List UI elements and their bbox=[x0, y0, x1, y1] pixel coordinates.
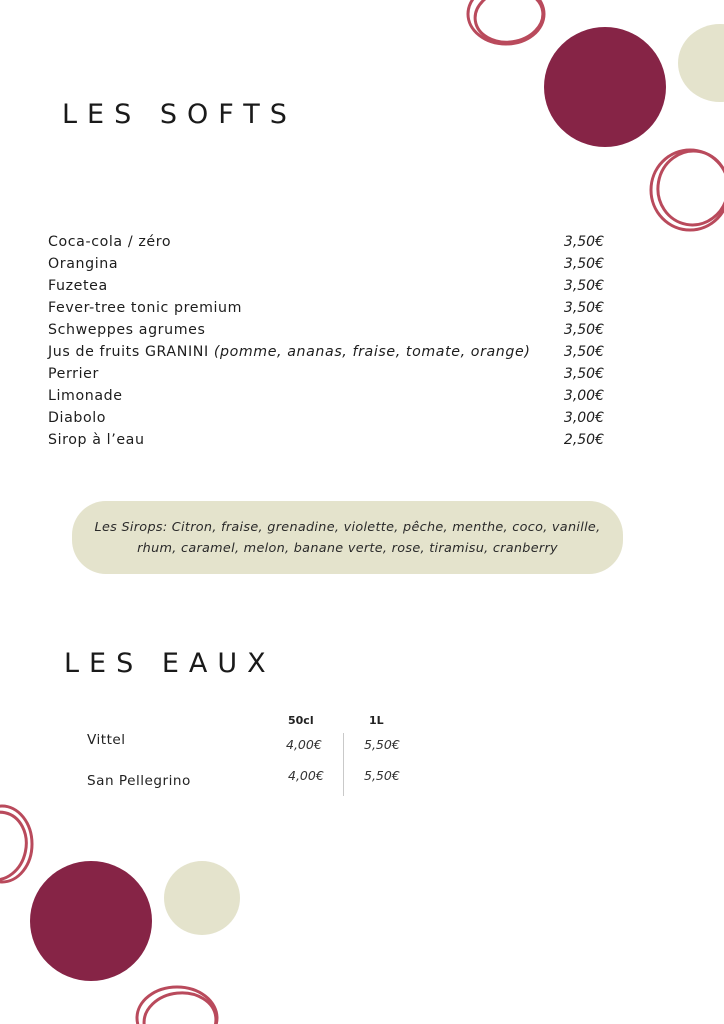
sirops-line-2: rhum, caramel, melon, banane verte, rose, tiramisu, cranberry bbox=[137, 540, 558, 556]
softs-item-name: Fuzetea bbox=[48, 278, 108, 294]
softs-item-name: Fever-tree tonic premium bbox=[48, 300, 243, 316]
softs-item-price: 3,50€ bbox=[563, 344, 604, 360]
softs-list bbox=[48, 234, 604, 454]
softs-item-price: 3,50€ bbox=[563, 300, 604, 316]
softs-item-name: Coca-cola / zéro bbox=[48, 234, 172, 250]
eaux-header-1l: 1L bbox=[369, 714, 384, 727]
softs-item-name: Jus de fruits GRANINI (pomme, ananas, fraise, tomate, orange) bbox=[48, 344, 531, 360]
softs-item-price: 3,50€ bbox=[563, 234, 604, 250]
eaux-row-price-50cl: 4,00€ bbox=[286, 737, 322, 752]
softs-item-price: 3,50€ bbox=[563, 366, 604, 382]
softs-item-price: 3,00€ bbox=[563, 388, 604, 404]
eaux-row-name: Vittel bbox=[87, 732, 126, 748]
softs-item-name: Schweppes agrumes bbox=[48, 322, 206, 338]
softs-item bbox=[48, 300, 604, 322]
sirops-note bbox=[72, 501, 623, 574]
softs-item bbox=[48, 432, 604, 454]
softs-item bbox=[48, 388, 604, 410]
softs-item bbox=[48, 278, 604, 300]
sirops-line-1: Les Sirops: Citron, fraise, grenadine, violette, pêche, menthe, coco, vanille, bbox=[94, 519, 601, 535]
softs-item-price: 3,50€ bbox=[563, 322, 604, 338]
softs-item-name: Orangina bbox=[48, 256, 119, 272]
softs-item-name: Limonade bbox=[48, 388, 123, 404]
eaux-column-divider bbox=[343, 733, 344, 796]
eaux-header-50cl: 50cl bbox=[288, 714, 314, 727]
softs-item-price: 2,50€ bbox=[563, 432, 604, 448]
eaux-row-price-50cl: 4,00€ bbox=[288, 768, 324, 783]
sirops-text bbox=[95, 517, 601, 559]
softs-item bbox=[48, 256, 604, 278]
eaux-row-name: San Pellegrino bbox=[87, 773, 191, 789]
softs-item-price: 3,00€ bbox=[563, 410, 604, 426]
eaux-title: LES EAUX bbox=[64, 648, 276, 679]
eaux-row-price-1l: 5,50€ bbox=[364, 737, 400, 752]
softs-item bbox=[48, 234, 604, 256]
softs-item-price: 3,50€ bbox=[563, 278, 604, 294]
softs-item-name: Diabolo bbox=[48, 410, 107, 426]
softs-item bbox=[48, 366, 604, 388]
softs-item-detail: (pomme, ananas, fraise, tomate, orange) bbox=[213, 344, 531, 360]
softs-item bbox=[48, 322, 604, 344]
softs-item bbox=[48, 410, 604, 432]
eaux-row-price-1l: 5,50€ bbox=[364, 768, 400, 783]
softs-item-name: Sirop à l’eau bbox=[48, 432, 145, 448]
softs-item bbox=[48, 344, 604, 366]
softs-item-price: 3,50€ bbox=[563, 256, 604, 272]
softs-title: LES SOFTS bbox=[62, 99, 297, 130]
softs-item-name: Perrier bbox=[48, 366, 99, 382]
